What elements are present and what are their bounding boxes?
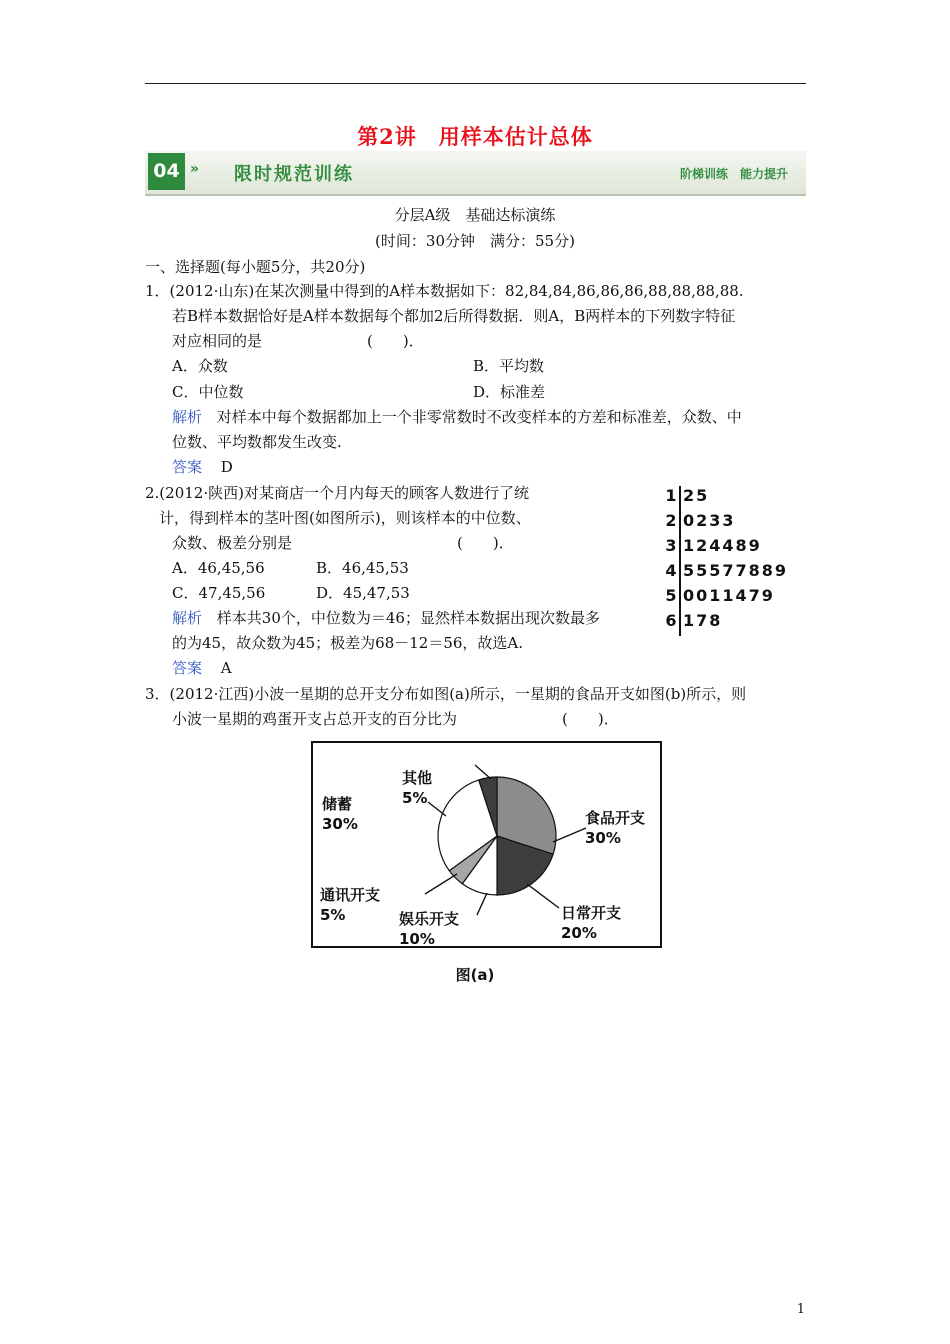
leaf-values: 55577889: [683, 561, 789, 580]
page-title: 第2讲 用样本估计总体: [357, 124, 593, 149]
q2-analysis-line-1: [172, 607, 600, 628]
q1-option-a: A．众数: [172, 357, 228, 375]
q2-analysis-text: 样本共30个，中位数为＝46；显然样本数据出现次数最多: [216, 609, 600, 627]
stem-leaf-row: [664, 486, 709, 512]
stem-value: 6: [665, 611, 677, 630]
answer-label: 答案: [172, 458, 203, 476]
pie-leader-line: [527, 884, 559, 908]
pie-label-name: 通讯开支: [320, 886, 381, 904]
pie-label-value: 5%: [320, 906, 346, 924]
q1-line-2: 若B样本数据恰好是A样本数据每个都加2后所得数据．则A，B两样本的下列数字特征: [172, 307, 736, 325]
page-number: 1: [796, 1302, 805, 1317]
q1-analysis-line-1: [172, 406, 742, 427]
q2-option-d: D．45,47,53: [316, 584, 410, 602]
stem-leaf-row: [664, 561, 788, 587]
pie-label-name: 食品开支: [585, 809, 646, 827]
analysis-label: 解析: [172, 609, 203, 627]
pie-label-value: 5%: [402, 789, 428, 807]
pie-label-value: 30%: [322, 815, 358, 833]
banner-tagline: 阶梯训练 能力提升: [679, 167, 788, 181]
stem-leaf-row: [664, 536, 762, 562]
stem-value: 5: [665, 586, 677, 605]
stem-value: 3: [665, 536, 677, 555]
analysis-label: 解析: [172, 408, 203, 426]
q2-answer-value: A: [220, 659, 232, 677]
banner-title: 限时规范训练: [234, 164, 354, 185]
answer-label: 答案: [172, 659, 203, 677]
banner-badge: 04: [148, 153, 185, 190]
q2-line-2: 计，得到样本的茎叶图(如图所示)，则该样本的中位数、: [159, 509, 531, 527]
leaf-values: 0011479: [683, 586, 775, 605]
pie-label-value: 20%: [561, 924, 597, 942]
level-heading: 分层A级 基础达标演练: [394, 206, 556, 224]
q2-line-3: 众数、极差分别是 ( )．: [172, 534, 514, 552]
q2-option-c: C．47,45,56: [172, 584, 266, 602]
pie-label-name: 其他: [402, 769, 433, 787]
pie-label-other: [402, 768, 432, 808]
q1-answer-value: D: [220, 458, 233, 476]
leaf-values: 178: [683, 611, 723, 630]
q2-option-b: B．46,45,53: [316, 559, 409, 577]
pie-label-name: 娱乐开支: [399, 910, 460, 928]
q2-analysis-line-2: 的为45，故众数为45；极差为68－12＝56，故选A.: [172, 634, 524, 652]
figure-caption: 图(a): [455, 966, 495, 984]
pie-leader-line: [477, 893, 487, 915]
pie-label-value: 30%: [585, 829, 621, 847]
q1-line-1: 1．(2012·山东)在某次测量中得到的A样本数据如下：82,84,84,86,86,86,88,88,88,88.: [145, 282, 744, 300]
q1-option-c: C．中位数: [172, 383, 244, 401]
leaf-values: 124489: [683, 536, 762, 555]
time-score-info: (时间：30分钟 满分：55分): [375, 232, 575, 250]
q1-option-d: D．标准差: [473, 383, 546, 401]
part-title: 一、选择题(每小题5分，共20分): [145, 258, 366, 276]
pie-leader-line: [425, 874, 457, 894]
practice-banner: [145, 151, 806, 196]
stem-leaf-row: [664, 586, 775, 612]
q1-analysis-text: 对样本中每个数据都加上一个非零常数时不改变样本的方差和标准差，众数、中: [216, 408, 742, 426]
stem-value: 4: [665, 561, 677, 580]
double-arrow-icon: »: [190, 161, 200, 177]
stem-value: 1: [665, 486, 677, 505]
pie-label-name: 日常开支: [561, 904, 622, 922]
q1-analysis-line-2: 位数、平均数都发生改变.: [172, 433, 342, 451]
leaf-values: 0233: [683, 511, 736, 530]
q2-answer: [172, 657, 232, 678]
q2-option-a: A．46,45,56: [172, 559, 265, 577]
pie-leader-line: [553, 828, 586, 842]
pie-label-savings: [322, 794, 358, 834]
stem-value: 2: [665, 511, 677, 530]
pie-label-food: [585, 808, 645, 848]
pie-label-name: 储蓄: [322, 795, 353, 813]
pie-label-telecom: [320, 885, 380, 925]
pie-label-value: 10%: [399, 930, 435, 948]
stem-leaf-row: [664, 611, 722, 637]
stem-leaf-row: [664, 511, 736, 537]
pie-leader-line: [475, 765, 491, 779]
q2-line-1: 2.(2012·陕西)对某商店一个月内每天的顾客人数进行了统: [145, 484, 529, 502]
leaf-values: 25: [683, 486, 710, 505]
q3-line-1: 3．(2012·江西)小波一星期的总开支分布如图(a)所示，一星期的食品开支如图(b)所示，则: [145, 685, 747, 703]
q1-line-3: 对应相同的是 ( )．: [172, 332, 424, 350]
pie-chart-figure: [311, 741, 662, 948]
pie-label-entertainment: [399, 909, 459, 949]
pie-label-daily: [561, 903, 621, 943]
q1-option-b: B．平均数: [473, 357, 545, 375]
q1-answer: [172, 456, 233, 477]
header-rule: [145, 83, 806, 84]
q3-line-2: 小波一星期的鸡蛋开支占总开支的百分比为 ( )．: [172, 710, 619, 728]
